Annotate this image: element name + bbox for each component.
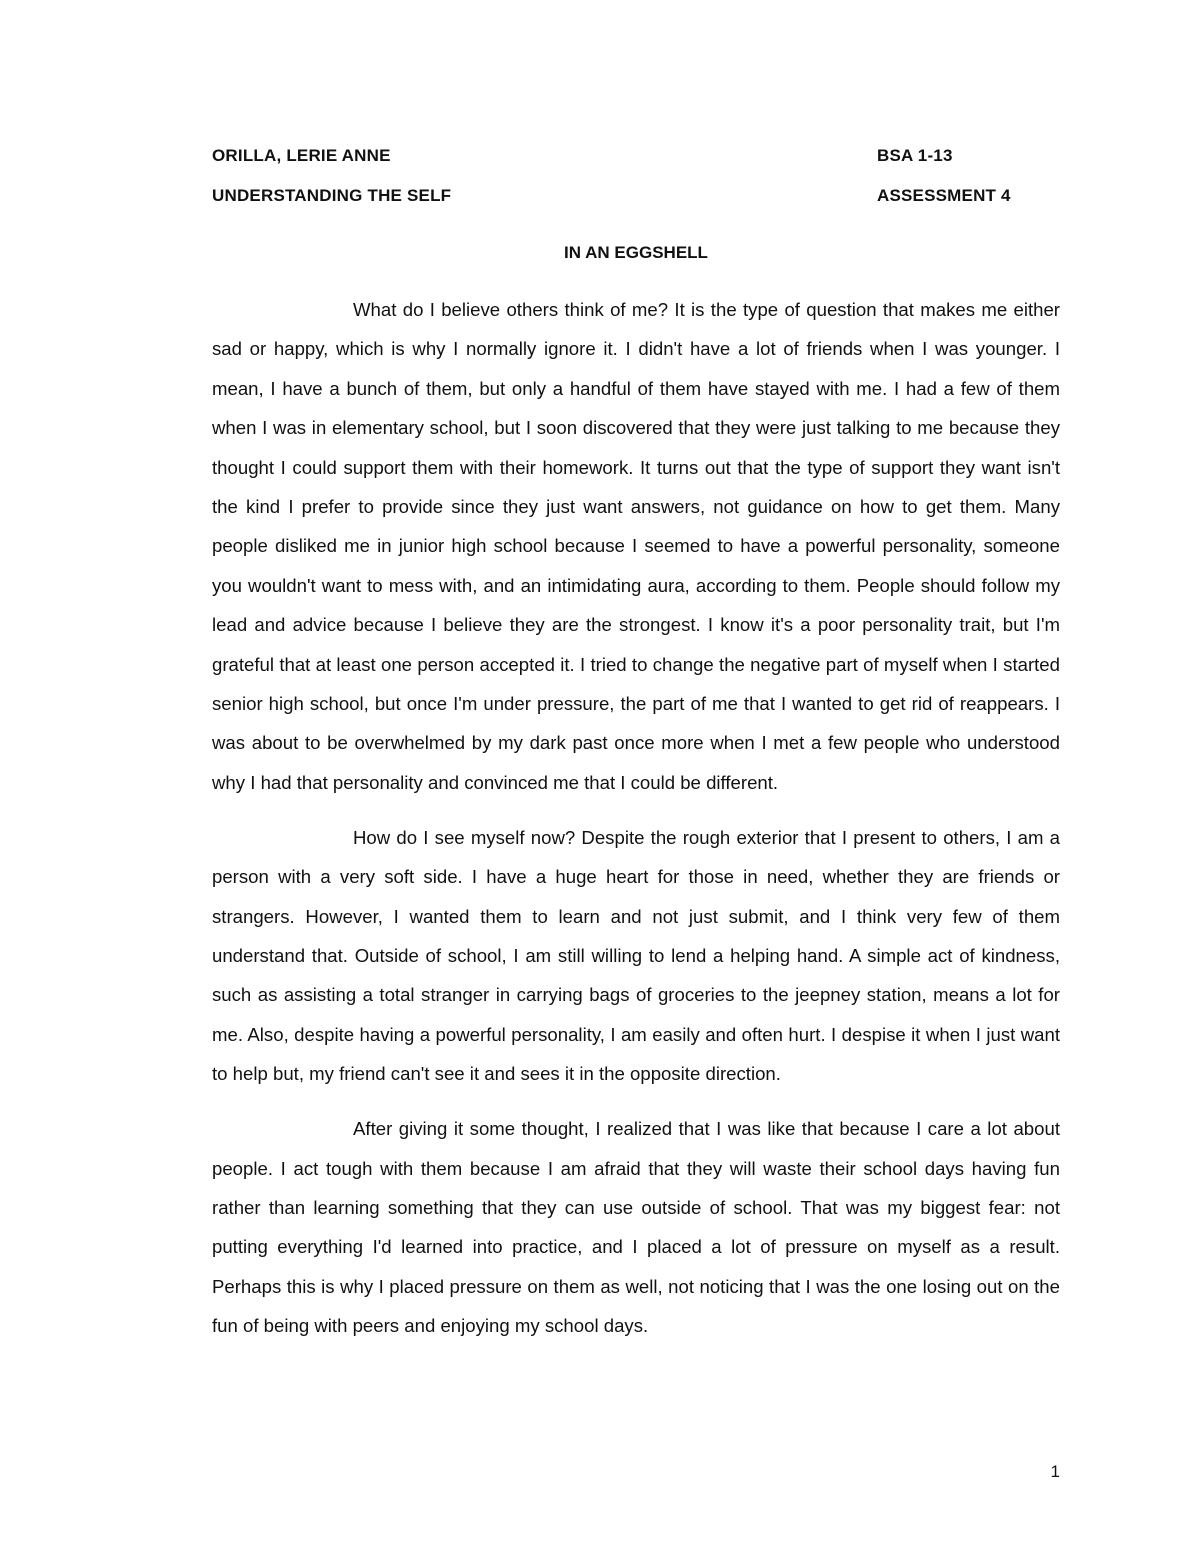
student-name: ORILLA, LERIE ANNE <box>212 146 391 165</box>
page-number: 1 <box>1050 1462 1060 1481</box>
paragraph-3: After giving it some thought, I realized that I was like that because I care a lot about people. I act tough with them because I am afraid that they will waste their school days having fun rather than learning something that they can use outside of school. That was my biggest fear: not putting everything I'd learned into practice, and I placed a lot of pressure on myself as a result. Perhaps this is why I placed pressure on them as well, not noticing that I was the one losing out on the fun of being with peers and enjoying my school days. <box>212 1118 1060 1337</box>
essay-body <box>212 290 1060 1361</box>
course-title: UNDERSTANDING THE SELF <box>212 186 452 205</box>
essay-title: IN AN EGGSHELL <box>564 243 708 262</box>
paragraph-1: What do I believe others think of me? It is the type of question that makes me either sad or happy, which is why I normally ignore it. I didn't have a lot of friends when I was younger. I mean, I have a bunch of them, but only a handful of them have stayed with me. I had a few of them when I was in elementary school, but I soon discovered that they were just talking to me because they thought I could support them with their homework. It turns out that the type of support they want isn't the kind I prefer to provide since they just want answers, not guidance on how to get them. Many people disliked me in junior high school because I seemed to have a powerful personality, someone you wouldn't want to mess with, and an intimidating aura, according to them. People should follow my lead and advice because I believe they are the strongest. I know it's a poor personality trait, but I'm grateful that at least one person accepted it. I tried to change the negative part of myself when I started senior high school, but once I'm under pressure, the part of me that I wanted to get rid of reappears. I was about to be overwhelmed by my dark past once more when I met a few people who understood why I had that personality and convinced me that I could be different. <box>212 299 1060 793</box>
paragraph-2: How do I see myself now? Despite the rough exterior that I present to others, I am a person with a very soft side. I have a huge heart for those in need, whether they are friends or strangers. However, I wanted them to learn and not just submit, and I think very few of them understand that. Outside of school, I am still willing to lend a helping hand. A simple act of kindness, such as assisting a total stranger in carrying bags of groceries to the jeepney station, means a lot for me. Also, despite having a powerful personality, I am easily and often hurt. I despise it when I just want to help but, my friend can't see it and sees it in the opposite direction. <box>212 826 1060 1085</box>
section-label: BSA 1-13 <box>877 146 953 165</box>
assessment-label: ASSESSMENT 4 <box>877 186 1011 205</box>
